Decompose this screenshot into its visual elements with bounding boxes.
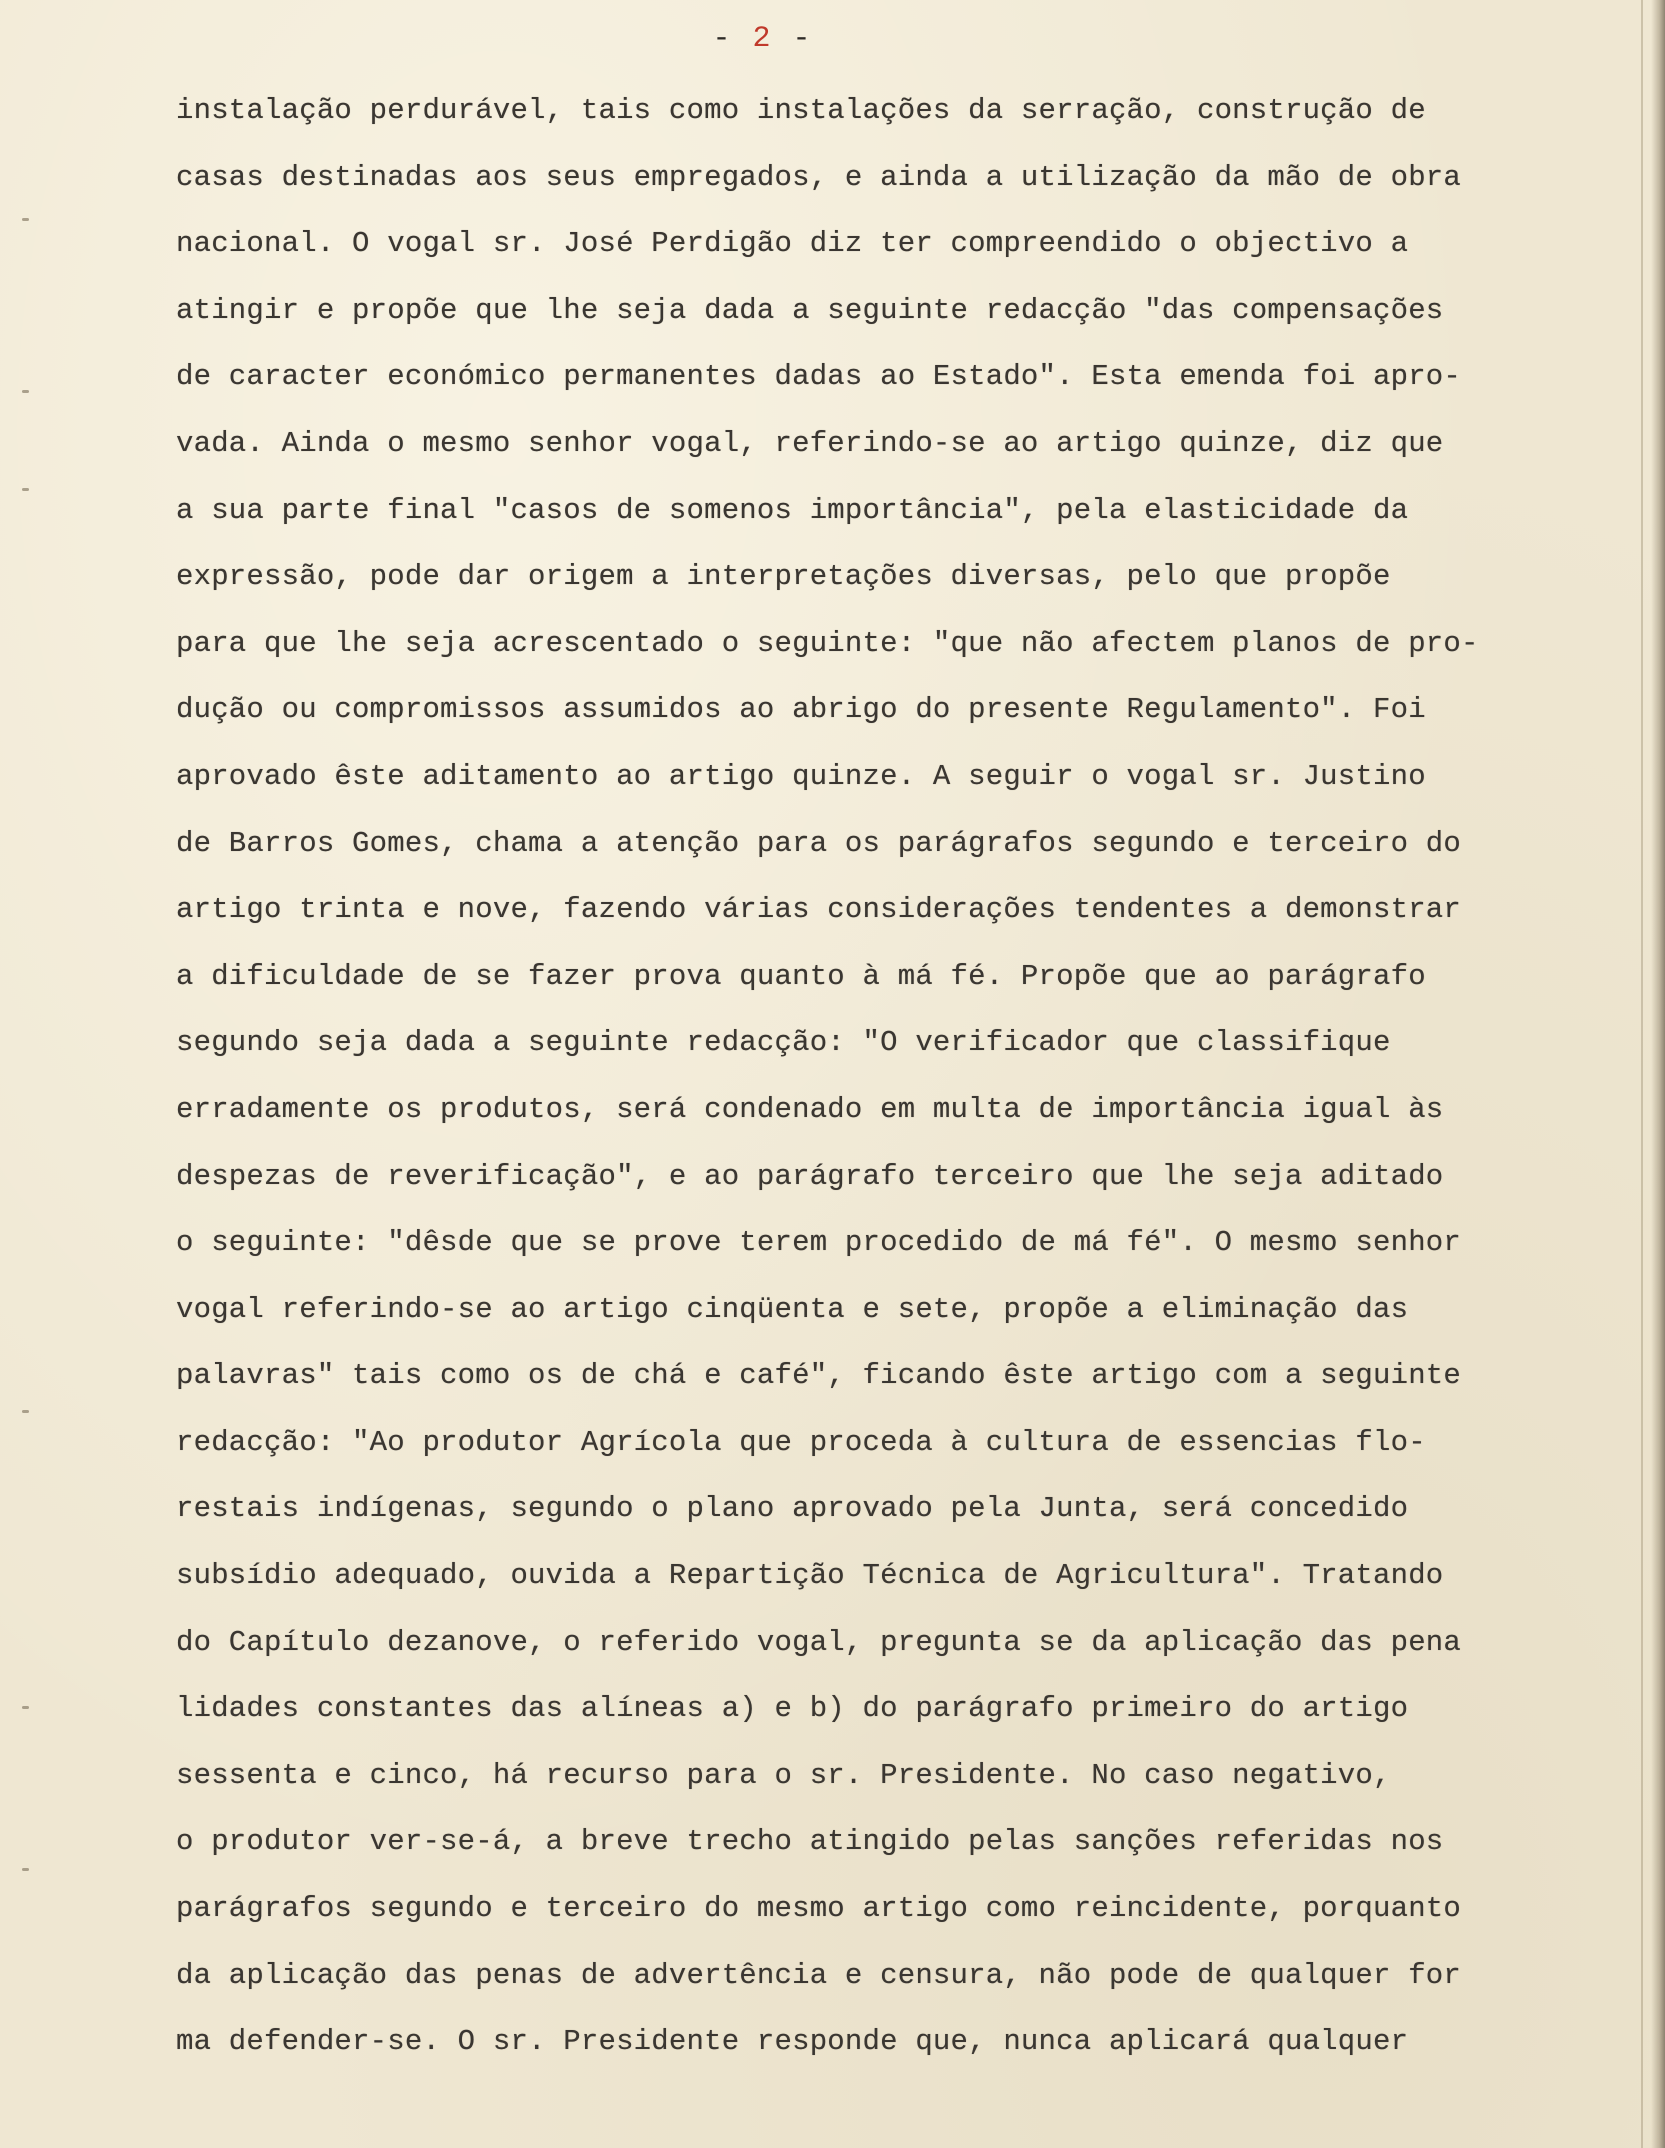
text-line: a sua parte final "casos de somenos importância", pela elasticidade da xyxy=(176,493,1409,527)
binding-mark xyxy=(22,1868,29,1871)
text-line: vada. Ainda o mesmo senhor vogal, referindo-se ao artigo quinze, diz que xyxy=(176,426,1444,460)
text-line: de caracter económico permanentes dadas ao Estado". Esta emenda foi apro- xyxy=(176,360,1462,394)
text-line: para que lhe seja acrescentado o seguinte: "que não afectem planos de pro- xyxy=(176,626,1479,660)
text-line: instalação perdurável, tais como instalações da serração, construção de xyxy=(176,94,1426,127)
paper-right-edge xyxy=(1651,0,1665,2148)
binding-mark xyxy=(22,1706,29,1709)
page-number: 2 xyxy=(752,22,773,56)
page-number-header xyxy=(0,22,1525,56)
text-line: da aplicação das penas de advertência e censura, não pode de qualquer for xyxy=(176,1958,1462,1992)
typewritten-text-block xyxy=(176,78,1636,2076)
text-line: a dificuldade de se fazer prova quanto à má fé. Propõe que ao parágrafo xyxy=(176,959,1426,993)
text-line: despezas de reverificação", e ao parágrafo terceiro que lhe seja aditado xyxy=(176,1159,1444,1193)
text-line: restais indígenas, segundo o plano aprovado pela Junta, será concedido xyxy=(176,1492,1409,1526)
text-line: redacção: "Ao produtor Agrícola que proceda à cultura de essencias flo- xyxy=(176,1425,1426,1459)
text-line: casas destinadas aos seus empregados, e ainda a utilização da mão de obra xyxy=(176,160,1462,194)
page-number-dash-right: - xyxy=(792,22,813,56)
text-line: atingir e propõe que lhe seja dada a seguinte redacção "das compensações xyxy=(176,293,1444,327)
text-line: sessenta e cinco, há recurso para o sr. Presidente. No caso negativo, xyxy=(176,1758,1391,1792)
text-line: o seguinte: "dêsde que se prove terem procedido de má fé". O mesmo senhor xyxy=(176,1226,1462,1260)
binding-mark xyxy=(22,1410,29,1413)
text-line: vogal referindo-se ao artigo cinqüenta e sete, propõe a eliminação das xyxy=(176,1292,1409,1326)
paper-fold-line xyxy=(1641,0,1643,2148)
binding-mark xyxy=(22,218,29,221)
text-line: aprovado êste aditamento ao artigo quinze. A seguir o vogal sr. Justino xyxy=(176,759,1426,793)
text-line: artigo trinta e nove, fazendo várias considerações tendentes a demonstrar xyxy=(176,893,1462,927)
text-line: o produtor ver-se-á, a breve trecho atingido pelas sanções referidas nos xyxy=(176,1825,1444,1859)
text-line: lidades constantes das alíneas a) e b) do parágrafo primeiro do artigo xyxy=(176,1692,1409,1726)
binding-mark xyxy=(22,488,29,491)
text-line: ma defender-se. O sr. Presidente responde que, nunca aplicará qualquer xyxy=(176,2025,1409,2059)
text-line: erradamente os produtos, será condenado em multa de importância igual às xyxy=(176,1092,1444,1126)
binding-mark xyxy=(22,390,29,393)
text-line: de Barros Gomes, chama a atenção para os parágrafos segundo e terceiro do xyxy=(176,826,1462,860)
text-line: subsídio adequado, ouvida a Repartição Técnica de Agricultura". Tratando xyxy=(176,1559,1444,1593)
text-line: nacional. O vogal sr. José Perdigão diz ter compreendido o objectivo a xyxy=(176,227,1409,261)
text-line: palavras" tais como os de chá e café", ficando êste artigo com a seguinte xyxy=(176,1359,1462,1393)
page-number-dash-left: - xyxy=(712,22,733,56)
text-line: dução ou compromissos assumidos ao abrigo do presente Regulamento". Foi xyxy=(176,693,1426,727)
text-line: parágrafos segundo e terceiro do mesmo artigo como reincidente, porquanto xyxy=(176,1892,1462,1926)
text-line: expressão, pode dar origem a interpretações diversas, pelo que propõe xyxy=(176,560,1391,594)
text-line: segundo seja dada a seguinte redacção: "O verificador que classifique xyxy=(176,1026,1391,1060)
text-line: do Capítulo dezanove, o referido vogal, pregunta se da aplicação das pena xyxy=(176,1625,1462,1659)
